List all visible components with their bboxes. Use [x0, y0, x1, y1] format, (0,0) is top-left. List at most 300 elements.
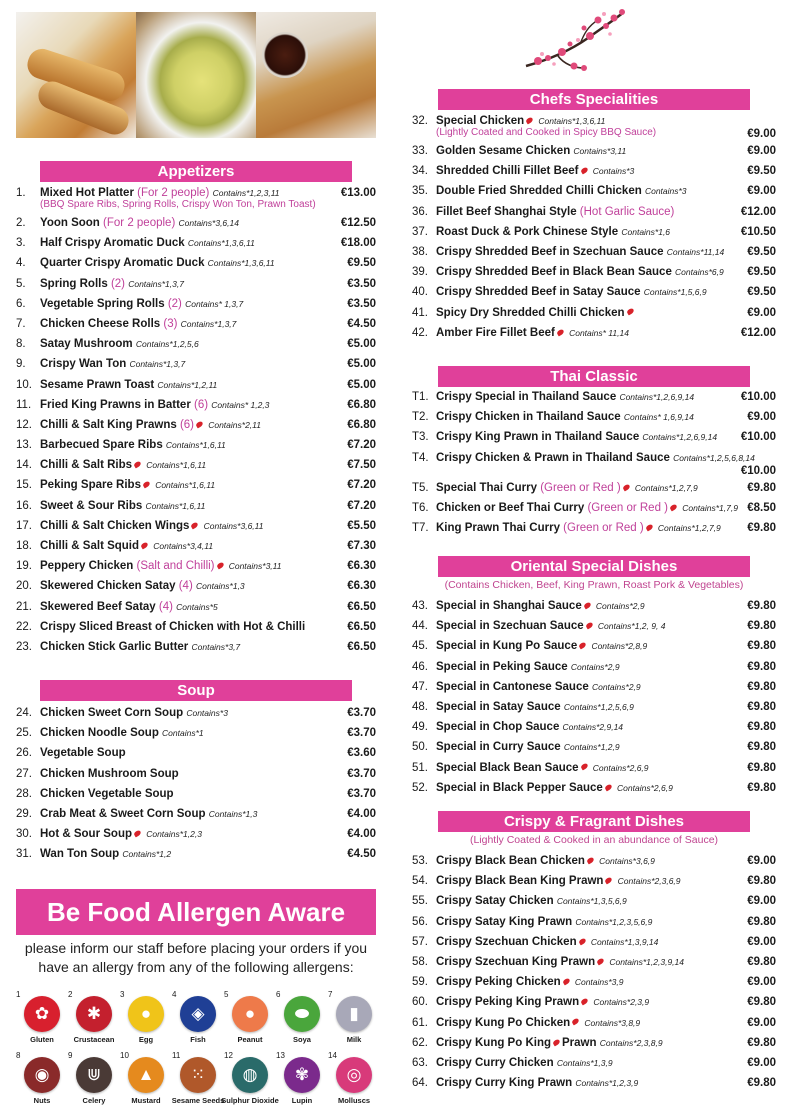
item-price: €9.80 [747, 481, 776, 494]
item-title: Special in Curry Sauce [436, 741, 561, 754]
item-title: Crispy Black Bean King Prawn [436, 875, 604, 888]
chili-icon [578, 937, 587, 945]
oriental-special-list [412, 596, 776, 798]
item-number: T4. [412, 451, 429, 464]
item-name [436, 427, 717, 447]
item-allergens: Contains*1,2,3,5,6,9 [575, 916, 653, 927]
menu-item [412, 181, 776, 201]
section-chefs-specialities: Chefs Specialities [438, 89, 750, 110]
soup-photo [136, 12, 256, 138]
item-number: 41. [412, 306, 428, 319]
item-allergens: Contains*1,2,6,9,14 [619, 392, 695, 402]
item-number: 11. [16, 398, 32, 411]
item-name [436, 952, 684, 972]
item-price: €9.80 [747, 915, 776, 928]
item-number: 15. [16, 479, 32, 492]
item-number: 9. [16, 358, 26, 371]
item-allergens: Contains*3,8,9 [584, 1017, 641, 1028]
item-name [40, 496, 205, 516]
item-title: Crispy Kung Po King [436, 1036, 551, 1049]
menu-item [412, 851, 776, 871]
allergen-number: 10 [120, 1051, 129, 1060]
allergen-number: 2 [68, 990, 73, 999]
menu-item [16, 784, 376, 804]
item-name [40, 395, 269, 415]
item-allergens: Contains*1,2,11 [157, 379, 218, 390]
item-price: €12.00 [740, 205, 776, 218]
item-number: 14. [16, 459, 32, 472]
menu-item [412, 387, 776, 407]
item-allergens: Contains*1,2 [122, 849, 172, 860]
item-price: €9.50 [747, 165, 776, 178]
item-name [436, 778, 673, 798]
item-number: 53. [412, 855, 428, 867]
allergen-label: Nuts [33, 1096, 51, 1105]
menu-item [16, 743, 376, 763]
item-price: €7.20 [347, 439, 376, 452]
item-name [40, 354, 185, 374]
allergen-number: 9 [68, 1051, 73, 1060]
menu-item [16, 637, 376, 657]
item-number: 39. [412, 266, 428, 279]
item-allergens: Contains*1,2,5,6 [135, 339, 199, 350]
item-allergens: Contains*1,2, 9, 4 [597, 621, 666, 632]
item-title: Special in Kung Po Sauce [436, 640, 578, 653]
item-title: Amber Fire Fillet Beef [436, 326, 555, 339]
chili-icon [571, 1018, 580, 1026]
item-price: €18.00 [340, 237, 376, 250]
item-price: €5.00 [347, 338, 376, 351]
item-allergens: Contains*1,2,7,9 [657, 522, 721, 533]
menu-item [412, 737, 776, 757]
item-price: €9.80 [747, 700, 776, 713]
item-name [40, 597, 218, 617]
chili-icon [133, 830, 142, 838]
menu-item [412, 657, 776, 677]
item-price: €9.80 [747, 660, 776, 673]
item-name [436, 972, 624, 992]
item-number: 18. [16, 540, 32, 552]
menu-item [16, 556, 376, 576]
item-price: €9.00 [747, 306, 776, 319]
item-price: €9.80 [747, 1077, 776, 1090]
item-name [40, 314, 236, 334]
chili-icon [133, 461, 142, 469]
item-title: Skewered Chicken Satay [40, 580, 176, 593]
item-name [40, 274, 184, 294]
item-name [436, 303, 636, 323]
item-name [40, 516, 263, 536]
item-allergens: Contains*11,14 [666, 246, 725, 257]
item-number: 33. [412, 145, 428, 157]
item-number: 64. [412, 1077, 428, 1090]
item-title: Barbecued Spare Ribs [40, 439, 163, 452]
item-number: 3. [16, 237, 26, 250]
item-price: €6.30 [347, 560, 376, 573]
item-title: Hot & Sour Soup [40, 828, 132, 841]
menu-item [412, 717, 776, 737]
item-allergens: Contains* 1,6,9,14 [623, 412, 694, 423]
mustard-icon: ▲ [128, 1057, 164, 1093]
menu-item [412, 478, 776, 498]
section-appetizers: Appetizers [40, 161, 352, 182]
item-allergens: Contains*1,2,3 [146, 829, 202, 840]
item-number: 54. [412, 875, 428, 888]
menu-item [16, 536, 376, 556]
item-allergens: Contains*2,9,14 [562, 722, 624, 733]
allergen-item [172, 1051, 224, 1111]
item-note: (Hot Garlic Sauce) [579, 205, 675, 218]
menu-item [412, 952, 776, 972]
soya-icon: ⬬ [284, 996, 320, 1032]
allergen-item [221, 1051, 279, 1111]
item-name [40, 556, 282, 576]
item-title: Crispy Szechuan King Prawn [436, 955, 596, 968]
item-note: (Green or Red ) [587, 501, 668, 514]
item-name [40, 536, 213, 556]
item-allergens: Contains*3,7 [191, 641, 241, 652]
item-allergens: Contains*1,7,9 [682, 502, 738, 513]
menu-item [412, 141, 776, 161]
item-number: 51. [412, 761, 428, 774]
item-price: €10.00 [740, 391, 776, 403]
item-title: Mixed Hot Platter [40, 187, 134, 199]
item-title: Quarter Crispy Aromatic Duck [40, 257, 205, 270]
menu-item [16, 764, 376, 784]
allergen-item [328, 1051, 380, 1111]
section-soup: Soup [40, 680, 352, 701]
item-price: €9.00 [747, 976, 776, 989]
item-name [40, 576, 245, 596]
item-allergens: Contains*2,8,9 [591, 641, 648, 652]
item-number: 46. [412, 660, 428, 673]
item-allergens: Contains*1,3,7 [128, 278, 184, 289]
chili-icon [195, 420, 204, 428]
item-allergens: Contains* 11,14 [569, 327, 629, 338]
menu-item [412, 262, 776, 282]
menu-item [16, 703, 376, 723]
item-price: €9.80 [747, 996, 776, 1009]
menu-item [412, 282, 776, 302]
item-price: €9.80 [747, 721, 776, 734]
item-title: Chicken Vegetable Soup [40, 787, 174, 800]
item-number: 2. [16, 217, 26, 229]
allergen-label: Egg [138, 1035, 154, 1044]
item-price: €10.00 [740, 464, 776, 477]
item-allergens: Contains*3,6,9 [599, 856, 655, 866]
cherry-blossom-icon [518, 4, 628, 80]
item-title: Special in Cantonese Sauce [436, 680, 589, 693]
item-price: €7.50 [347, 459, 376, 472]
menu-item [16, 475, 376, 495]
food-photo-strip [16, 12, 376, 138]
menu-item [16, 415, 376, 435]
item-allergens: Contains*3,11 [228, 561, 282, 572]
chili-icon [645, 523, 654, 531]
item-number: 59. [412, 976, 428, 989]
item-number: 25. [16, 727, 32, 740]
item-allergens: Contains*1,3,9 [556, 1057, 613, 1068]
item-number: 44. [412, 620, 428, 633]
item-price: €3.60 [347, 747, 376, 760]
item-title: Chilli & Salt Squid [40, 540, 140, 552]
item-price: €9.50 [747, 286, 776, 299]
item-allergens: Contains*1,5,6,9 [643, 287, 707, 298]
item-title: Special Chicken [436, 115, 525, 127]
chili-icon [596, 957, 605, 965]
item-title: Chicken Noodle Soup [40, 727, 159, 740]
chili-icon [556, 328, 565, 336]
item-allergens: Contains*3 [644, 186, 687, 197]
item-title: Shredded Chilli Fillet Beef [436, 165, 579, 178]
item-title: Crispy Kung Po Chicken [436, 1016, 571, 1029]
chili-icon [191, 521, 200, 529]
item-price: €10.00 [740, 431, 776, 444]
item-price: €9.80 [747, 1036, 776, 1049]
item-title: Chilli & Salt Ribs [40, 459, 133, 472]
allergen-number: 6 [276, 990, 281, 999]
item-number: 23. [16, 640, 32, 653]
item-name [40, 435, 226, 455]
item-title: Chicken Mushroom Soup [40, 767, 179, 780]
menu-item [412, 778, 776, 798]
item-title: Crispy Peking King Prawn [436, 996, 580, 1009]
chili-icon [216, 562, 225, 570]
allergen-notice-line-1: please inform our staff before placing your orders if you [24, 940, 368, 956]
section-crispy-fragrant: Crispy & Fragrant Dishes [438, 811, 750, 832]
item-allergens: Contains*1,6,11 [145, 500, 206, 511]
item-number: 1. [16, 187, 26, 199]
item-price: €9.00 [747, 1016, 776, 1029]
chili-icon [585, 622, 594, 630]
item-number: 30. [16, 828, 32, 841]
item-allergens: Contains*1,6,11 [165, 440, 226, 451]
allergen-label: Peanut [237, 1035, 263, 1044]
menu-item [412, 303, 776, 323]
allergen-item [276, 990, 328, 1050]
item-title: Special in Satay Sauce [436, 700, 561, 713]
item-name [436, 636, 647, 656]
item-name [436, 498, 738, 518]
item-note: (3) [163, 317, 178, 330]
item-price: €3.70 [347, 767, 376, 780]
item-title: Chicken or Beef Thai Curry [436, 501, 585, 514]
item-allergens: Contains*3,9 [574, 977, 624, 988]
allergen-number: 1 [16, 990, 21, 999]
item-name [436, 1013, 640, 1033]
item-price: €9.50 [747, 245, 776, 258]
item-name [40, 213, 239, 233]
item-number: 40. [412, 286, 428, 299]
item-number: T7. [412, 521, 429, 534]
item-number: 60. [412, 996, 428, 1009]
menu-item [412, 697, 776, 717]
item-price: €9.00 [747, 935, 776, 948]
item-price: €7.20 [347, 479, 376, 492]
allergen-label: Fish [190, 1035, 206, 1044]
item-title: Crispy Chicken & Prawn in Thailand Sauce [436, 451, 670, 464]
item-number: 7. [16, 317, 26, 330]
item-title: Spring Rolls [40, 277, 108, 290]
item-allergens: Contains*1,6,11 [146, 460, 207, 471]
item-title: Spicy Dry Shredded Chilli Chicken [436, 306, 625, 319]
molluscs-icon: ◎ [336, 1057, 372, 1093]
allergen-number: 5 [224, 990, 229, 999]
menu-item [412, 891, 776, 911]
item-number: T1. [412, 391, 429, 403]
chili-icon [580, 998, 589, 1006]
item-price: €4.50 [347, 317, 376, 330]
item-title: Chicken Stick Garlic Butter [40, 640, 189, 653]
allergen-item [328, 990, 380, 1050]
allergen-number: 8 [16, 1051, 21, 1060]
allergen-banner: Be Food Allergen Aware [16, 889, 376, 935]
item-name [436, 141, 626, 161]
item-number: T5. [412, 481, 429, 494]
item-title: Fillet Beef Shanghai Style [436, 205, 577, 218]
allergen-notice-line-2: have an allergy from any of the following allergens: [38, 959, 354, 975]
item-note: (2) [167, 297, 182, 310]
menu-item [412, 323, 776, 343]
item-note: (For 2 people) [103, 217, 176, 229]
item-name [436, 992, 649, 1012]
item-title: Vegetable Spring Rolls [40, 297, 165, 310]
menu-item [412, 1033, 776, 1053]
menu-item [16, 233, 376, 253]
allergen-item [172, 990, 224, 1050]
item-allergens: Contains*1 [162, 728, 204, 739]
item-name [436, 758, 649, 778]
menu-item [16, 516, 376, 536]
menu-item [412, 758, 776, 778]
item-number: 57. [412, 935, 428, 948]
item-name [40, 824, 202, 844]
item-title: Crispy Sliced Breast of Chicken with Hot & Chilli [40, 620, 306, 633]
item-name [436, 912, 652, 932]
item-name [436, 478, 698, 498]
menu-item [412, 222, 776, 242]
menu-item [16, 354, 376, 374]
chili-icon [605, 877, 614, 885]
item-number: 34. [412, 165, 428, 178]
item-name [436, 871, 681, 891]
item-allergens: Contains*3,6,14 [178, 218, 239, 228]
item-price: €8.50 [747, 501, 776, 514]
item-note: (4) [158, 600, 173, 613]
item-price: €4.00 [347, 807, 376, 820]
item-title: Crispy Peking Chicken [436, 976, 561, 989]
item-name [436, 448, 755, 468]
item-allergens: Contains*2,3,6,9 [617, 876, 681, 887]
item-allergens: Contains*1,3,7 [129, 359, 186, 370]
item-price: €9.00 [747, 145, 776, 157]
item-price: €6.50 [347, 620, 376, 633]
item-price: €9.80 [747, 600, 776, 612]
item-title: Fried King Prawns in Batter [40, 398, 191, 411]
chili-icon [578, 642, 587, 650]
item-allergens: Contains*2,3,9 [593, 997, 650, 1008]
soup-list [16, 703, 376, 865]
menu-item [412, 1013, 776, 1033]
item-price: €9.80 [747, 955, 776, 968]
item-number: 17. [16, 519, 32, 532]
chili-icon [604, 783, 613, 791]
item-price: €9.80 [747, 521, 776, 534]
item-allergens: Contains*1,3 [208, 808, 258, 819]
lupin-icon: ✾ [284, 1057, 320, 1093]
item-price: €6.50 [347, 600, 376, 613]
oriental-subtitle: (Contains Chicken, Beef, King Prawn, Roast Pork & Vegetables) [444, 579, 744, 591]
menu-item [412, 1073, 776, 1093]
item-price: €3.50 [347, 297, 376, 310]
item-allergens: Contains*1,3,6,11 [187, 238, 255, 249]
menu-item [16, 375, 376, 395]
item-number: 32. [412, 115, 428, 127]
menu-item [16, 617, 376, 637]
item-allergens: Contains* 1,2,3 [211, 399, 270, 410]
item-number: 24. [16, 707, 32, 719]
item-name [40, 334, 199, 354]
item-number: 61. [412, 1016, 428, 1029]
item-number: 31. [16, 848, 32, 861]
item-number: 49. [412, 721, 428, 734]
item-name [40, 637, 240, 657]
menu-item [412, 677, 776, 697]
item-note: (Green or Red ) [540, 481, 621, 494]
item-number: 27. [16, 767, 32, 780]
item-note: (4) [178, 580, 193, 593]
item-price: €6.80 [347, 398, 376, 411]
item-title: Crispy Szechuan Chicken [436, 935, 577, 948]
chili-icon [580, 167, 589, 175]
item-title: Yoon Soon [40, 217, 100, 229]
chili-icon [552, 1038, 561, 1046]
menu-item [16, 294, 376, 314]
item-allergens: Contains*1,2,3,9 [575, 1078, 639, 1089]
item-title: Chicken Cheese Rolls [40, 317, 161, 330]
item-title: Golden Sesame Chicken [436, 145, 571, 157]
item-allergens: Contains*2,11 [208, 419, 261, 430]
item-note: (Salt and Chilli) [136, 560, 215, 573]
menu-item [16, 496, 376, 516]
item-number: 35. [412, 185, 428, 198]
menu-item [412, 202, 776, 222]
milk-icon: ▮ [336, 996, 372, 1032]
item-name [436, 891, 627, 911]
allergen-item [120, 1051, 172, 1111]
item-allergens: Contains*1,3,7 [180, 318, 237, 329]
item-name [436, 697, 634, 717]
menu-item [16, 844, 376, 864]
item-name [40, 415, 261, 435]
item-allergens: Contains* 1,3,7 [185, 298, 244, 309]
item-title: Special in Szechuan Sauce [436, 620, 584, 633]
item-title: Crab Meat & Sweet Corn Soup [40, 807, 206, 820]
allergen-number: 14 [328, 1051, 337, 1060]
item-price: €6.50 [347, 640, 376, 653]
item-note: (Green or Red ) [563, 521, 644, 534]
item-price: €9.00 [747, 895, 776, 908]
item-title: Crispy Wan Ton [40, 358, 127, 371]
item-name [40, 475, 215, 495]
item-title: Chicken Sweet Corn Soup [40, 707, 184, 719]
menu-item [412, 111, 776, 141]
allergen-label: Sesame Seeds [171, 1096, 225, 1105]
item-price: €9.80 [747, 640, 776, 653]
item-number: 48. [412, 700, 428, 713]
item-number: 56. [412, 915, 428, 928]
item-name [436, 387, 694, 407]
